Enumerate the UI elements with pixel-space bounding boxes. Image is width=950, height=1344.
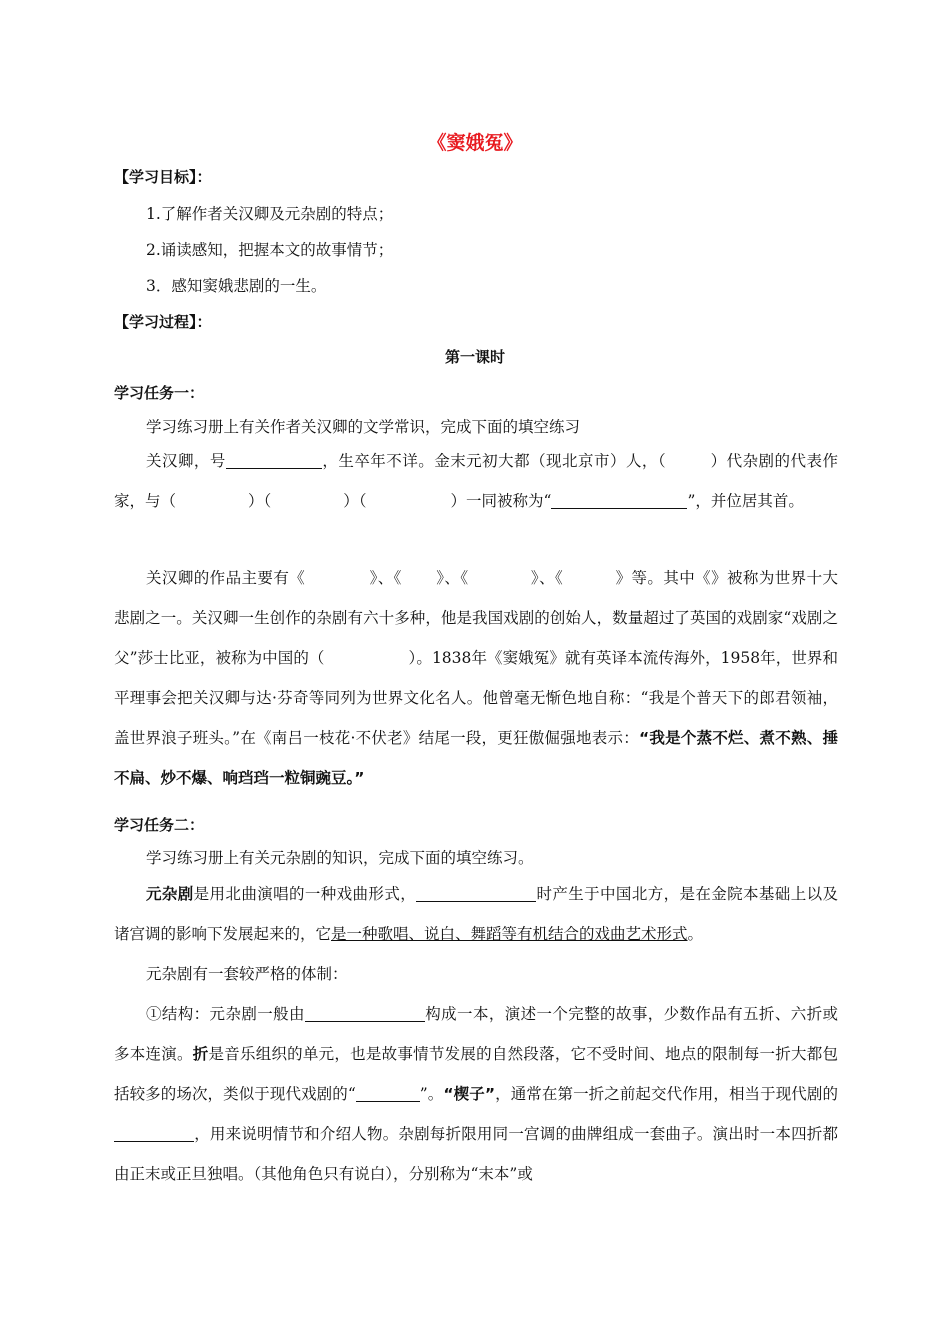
document-title: 《窦娥冤》 <box>427 132 523 154</box>
task2-paragraph-3: ①结构：元杂剧一般由 构成一本，演述一个完整的故事，少数作品有五折、六折或多本连演。折是音乐组织的单元，也是故事情节发展的自然段落，它不受时间、地点的限制每一折大都包括较多的场次，类似于现代戏剧的“ ”。“楔子”，通常在第一折之前起交代作用，相当于现代剧的，用来说明情节和介绍人物。杂剧每折限用同一宫调的曲牌组成一套曲子。演出时一本四折都由正末或正旦独唱。（其他角色只有说白），分别称为“末本”或 <box>114 1005 838 1183</box>
fill-blank[interactable] <box>305 1006 425 1023</box>
term-zhe: 折 <box>192 1045 209 1063</box>
term-zaju: 元杂剧 <box>146 885 194 903</box>
fill-blank[interactable] <box>416 886 536 903</box>
goal-item: 1.了解作者关汉卿及元杂剧的特点； <box>146 205 394 223</box>
fill-blank[interactable] <box>226 453 322 470</box>
fill-blank[interactable] <box>114 1126 194 1143</box>
task2-paragraph-2: 元杂剧有一套较严格的体制： <box>146 965 348 983</box>
task1-heading: 学习任务一： <box>114 384 205 402</box>
underlined-definition: 是一种歌唱、说白、舞蹈等有机结合的戏曲艺术形式 <box>331 925 688 943</box>
task1-paragraph-2: 关汉卿的作品主要有《 》、《 》、《 》、《 》等。其中《》被称为世界十大悲剧之一。关汉卿一生创作的杂剧有六十多种，他是我国戏剧的创始人，数量超过了英国的戏剧家“戏剧之父”莎士比亚，被称为中国的（ ）。1838年《窦娥冤》就有英译本流传海外，1958年，世界和平理事会把关汉卿与达·芬奇等同列为世界文化名人。他曾毫无惭色地自称：“我是个普天下的郎君领袖，盖世界浪子班头。”在《南吕一枝花·不伏老》结尾一段，更狂傲倔强地表示：“我是个蒸不烂、煮不熟、捶不扁、炒不爆、响珰珰一粒铜豌豆。” <box>114 569 838 787</box>
goal-item: 3．感知窦娥悲剧的一生。 <box>146 277 327 295</box>
fill-blank[interactable] <box>356 1086 420 1103</box>
goals-heading: 【学习目标】： <box>114 168 212 186</box>
task2-heading: 学习任务二： <box>114 816 205 834</box>
term-xiezi: “楔子” <box>443 1085 496 1103</box>
task2-paragraph-1: 元杂剧是用北曲演唱的一种戏曲形式， 时产生于中国北方，是在金院本基础上以及诸宫调的影响下发展起来的，它是一种歌唱、说白、舞蹈等有机结合的戏曲艺术形式。 <box>114 885 838 943</box>
task1-paragraph-1: 关汉卿，号 ，生卒年不详。金末元初大都（现北京市）人，（ ）代杂剧的代表作家，与（ ）（ ）（ ）一同被称为“ ”，并位居其首。 <box>114 452 838 510</box>
task2-intro: 学习练习册上有关元杂剧的知识，完成下面的填空练习。 <box>146 849 534 867</box>
process-heading: 【学习过程】： <box>114 313 212 331</box>
task1-intro: 学习练习册上有关作者关汉卿的文学常识，完成下面的填空练习 <box>146 418 581 436</box>
lesson-title: 第一课时 <box>444 348 505 366</box>
goal-item: 2.诵读感知，把握本文的故事情节； <box>146 241 394 259</box>
copper-pea-quote: “我是个蒸不烂、煮不熟、捶不扁、炒不爆、响珰珰一粒铜豌豆。” <box>114 729 838 787</box>
fill-blank[interactable] <box>551 493 687 510</box>
